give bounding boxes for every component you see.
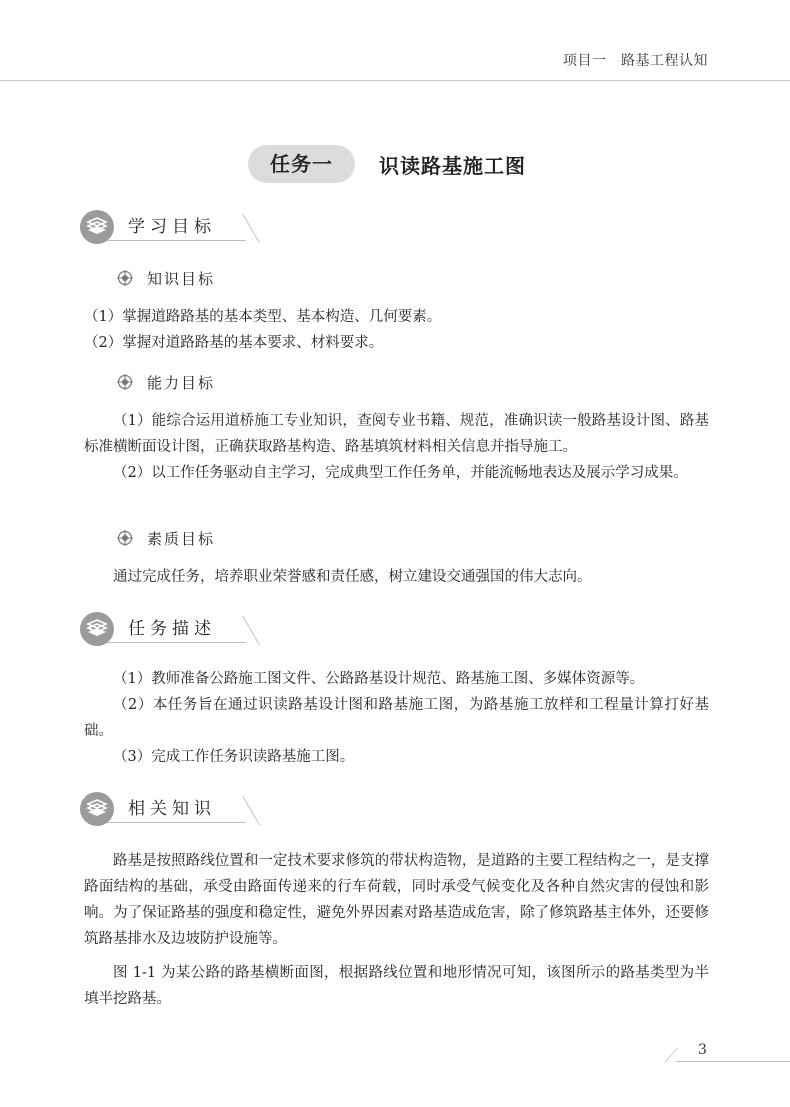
- target-icon: [117, 530, 133, 546]
- task-name: 识读路基施工图: [379, 153, 526, 178]
- running-header: 项目一 路基工程认知: [563, 53, 708, 69]
- ability-item: （1）能综合运用道桥施工专业知识，查阅专业书籍、规范，准确识读一般路基设计图、路基标准横断面设计图，正确获取路基构造、路基填筑材料相关信息并指导施工。: [84, 413, 709, 455]
- target-icon: [117, 270, 133, 286]
- task-description-item: （2）本任务旨在通过识读路基设计图和路基施工图，为路基施工放样和工程量计算打好基础。: [84, 697, 709, 739]
- section-header-related-knowledge: [80, 792, 255, 826]
- subheading-label: 知识目标: [147, 269, 216, 288]
- book-stack-icon: [80, 210, 114, 244]
- subheading-ability: [117, 370, 215, 394]
- body-paragraph: 图 1-1 为某公路的路基横断面图，根据路线位置和地形情况可知，该图所示的路基类型为半填半挖路基。: [84, 965, 709, 1007]
- quality-text: 通过完成任务，培养职业荣誉感和责任感，树立建设交通强国的伟大志向。: [113, 569, 592, 585]
- body-paragraph: 路基是按照路线位置和一定技术要求修筑的带状构造物，是道路的主要工程结构之一，是支撑路面结构的基础，承受由路面传递来的行车荷载，同时承受气候变化及各种自然灾害的侵蚀和影响。为了保证路基的强度和稳定性，避免外界因素对路基造成危害，除了修筑路基主体外，还要修筑路基排水及边坡防护设施等。: [84, 853, 709, 947]
- task-description-item: （3）完成工作任务识读路基施工图。: [113, 749, 355, 765]
- task-label: 任务一: [248, 145, 355, 183]
- subheading-label: 素质目标: [147, 529, 216, 548]
- section-title: 相关知识: [128, 799, 216, 819]
- section-title: 任务描述: [128, 619, 216, 639]
- footer-rule: [676, 1061, 790, 1062]
- section-title: 学习目标: [128, 217, 216, 237]
- book-stack-icon: [80, 612, 114, 646]
- task-description-item: （1）教师准备公路施工图文件、公路路基设计规范、路基施工图、多媒体资源等。: [113, 671, 645, 687]
- knowledge-item: （2）掌握对道路路基的基本要求、材料要求。: [84, 335, 384, 351]
- target-icon: [117, 374, 133, 390]
- knowledge-item: （1）掌握道路路基的基本类型、基本构造、几何要素。: [84, 309, 442, 325]
- subheading-quality: [117, 526, 215, 550]
- subheading-knowledge: [117, 266, 215, 290]
- subheading-label: 能力目标: [147, 373, 216, 392]
- page-number: 3: [698, 1042, 707, 1058]
- book-stack-icon: [80, 792, 114, 826]
- task-title: [248, 145, 526, 183]
- section-header-task-description: [80, 612, 255, 646]
- section-header-learning-goals: [80, 210, 255, 244]
- ability-item: （2）以工作任务驱动自主学习，完成典型工作任务单，并能流畅地表达及展示学习成果。: [113, 465, 688, 481]
- header-rule: [0, 80, 790, 81]
